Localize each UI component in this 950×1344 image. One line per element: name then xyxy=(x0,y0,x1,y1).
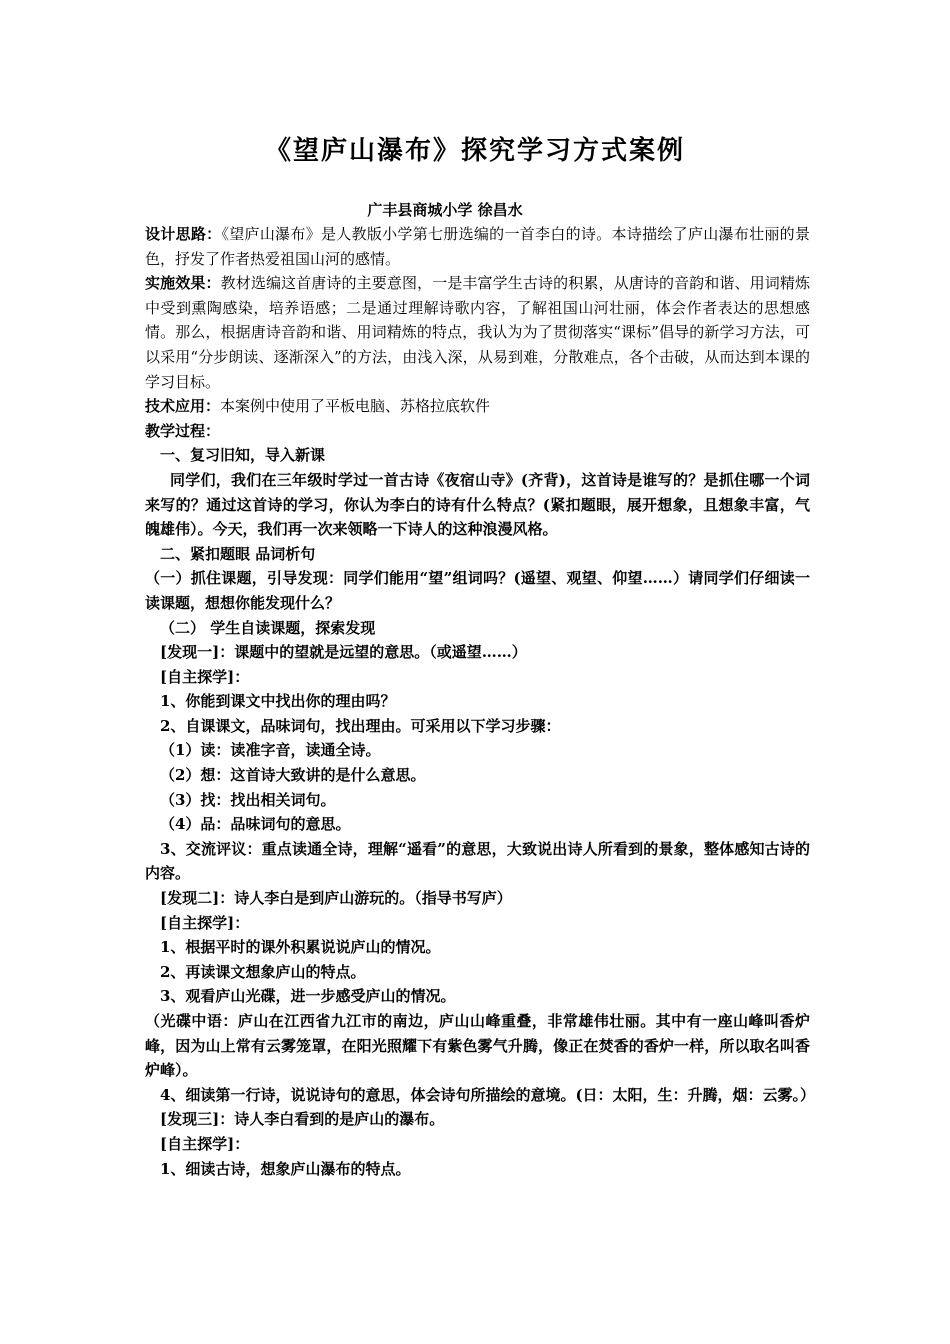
section-heading-2: 二、紧扣题眼 品词析句 xyxy=(160,544,316,563)
discovery-3-item-1: 1、细读古诗，想象庐山瀑布的特点。 xyxy=(160,1159,411,1178)
design-label: 设计思路： xyxy=(145,225,222,243)
section-heading-1: 一、复习旧知，导入新课 xyxy=(160,446,326,465)
self-study-3-label: [自主探学]： xyxy=(160,1134,250,1153)
tech-paragraph xyxy=(145,394,810,419)
section1-paragraph: 同学们，我们在三年级时学过一首古诗《夜宿山寺》(齐背)，这首诗是谁写的？是抓住哪一个词来写的？通过这首诗的学习，你认为李白的诗有什么特点？(紧扣题眼，展开想象，且想象丰富，气魄雄伟）。今天，我们再一次来领略一下诗人的这种浪漫风格。 xyxy=(145,470,810,539)
self-study-2-label: [自主探学]： xyxy=(160,913,250,932)
step-1: （1）读：读准字音，读通全诗。 xyxy=(160,741,381,760)
discovery-2: [发现二]：诗人李白是到庐山游玩的。（指导书写庐） xyxy=(160,889,512,908)
subsection-2-heading: （二） 学生自读课题，探索发现 xyxy=(160,618,376,637)
step-4: （4）品：品味词句的意思。 xyxy=(160,815,351,834)
discovery-2-item-1: 1、根据平时的课外积累说说庐山的情况。 xyxy=(160,938,441,957)
effect-paragraph xyxy=(145,271,810,394)
tech-text: 本案例中使用了平板电脑、苏格拉底软件 xyxy=(220,397,491,416)
discovery-2-item-2: 2、再读课文想象庐山的特点。 xyxy=(160,962,366,981)
document-title: 《望庐山瀑布》探究学习方式案例 xyxy=(264,136,685,166)
subsection-1-paragraph: （一）抓住课题，引导发现：同学们能用“望”组词吗？(遥望、观望、仰望……）请同学们仔细读一读课题，想想你能发现什么？ xyxy=(145,569,810,612)
discovery-1-item-1: 1、你能到课文中找出你的理由吗？ xyxy=(160,692,396,711)
discovery-1-item-2: 2、自课课文，品味词句，找出理由。可采用以下学习步骤： xyxy=(160,716,561,735)
step-3: （3）找：找出相关词句。 xyxy=(160,790,336,809)
tech-label: 技术应用： xyxy=(145,397,221,416)
discovery-2-item-4: 4、细读第一行诗，说说诗句的意思，体会诗句所描绘的意境。(日：太阳，生：升腾，烟：云雾。） xyxy=(160,1085,816,1104)
disc-description: （光碟中语：庐山在江西省九江市的南边，庐山山峰重叠，非常雄伟壮丽。其中有一座山峰叫香炉峰，因为山上常有云雾笼罩，在阳光照耀下有紫色雾气升腾，像正在焚香的香炉一样，所以取名叫香炉峰）。 xyxy=(145,1012,810,1080)
self-study-1-label: [自主探学]： xyxy=(160,667,250,686)
design-text: 《望庐山瀑布》是人教版小学第七册选编的一首李白的诗。本诗描绘了庐山瀑布壮丽的景色，抒发了作者热爱祖国山河的感情。 xyxy=(145,225,810,268)
discovery-1: [发现一]：课题中的望就是远望的意思。（或遥望……） xyxy=(160,643,527,662)
discovery-3: [发现三]：诗人李白看到的是庐山的瀑布。 xyxy=(160,1110,445,1129)
step-2: （2）想：这首诗大致讲的是什么意思。 xyxy=(160,766,426,785)
effect-label: 实施效果： xyxy=(145,274,221,293)
discovery-1-item-3: 3、交流评议：重点读通全诗，理解“遥看”的意思，大致说出诗人所看到的景象，整体感知古诗的内容。 xyxy=(145,839,810,883)
document-body xyxy=(145,222,816,1181)
author-line: 广丰县商城小学 徐昌水 xyxy=(367,201,523,219)
design-paragraph xyxy=(145,222,810,271)
effect-text: 教材选编这首唐诗的主要意图，一是丰富学生古诗的积累，从唐诗的音韵和谐、用词精炼中受到熏陶感染，培养语感；二是通过理解诗歌内容，了解祖国山河壮丽，体会作者表达的思想感情。那么，根据唐诗音韵和谐、用词精炼的特点，我认为为了贯彻落实“课标”倡导的新学习方法，可以采用“分步朗读、逐渐深入”的方法，由浅入深，从易到难，分散难点，各个击破，从而达到本课的学习目标。 xyxy=(145,274,810,391)
discovery-2-item-3: 3、观看庐山光碟，进一步感受庐山的情况。 xyxy=(160,987,456,1006)
process-heading: 教学过程： xyxy=(145,421,221,440)
